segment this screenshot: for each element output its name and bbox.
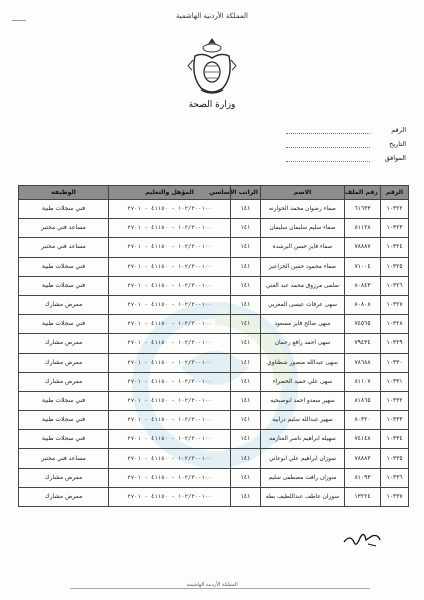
table-row: [19, 372, 409, 391]
corner-mark: [12, 20, 26, 29]
date-field: [286, 141, 370, 148]
cell-file-number: ٨٠٣٢٠: [345, 411, 381, 430]
cell-qualification: ١٠٢/٣٠٠١٠٠ - ٤١١٥٠ - ٢٧٠١: [109, 315, 231, 334]
col-header-file: رقم الملف: [345, 186, 381, 200]
cell-name: سهيله ابراهيم ناصر العتازمه: [261, 430, 345, 449]
col-header-job: الوظيفة: [19, 186, 109, 200]
col-header-number: الرقم: [381, 186, 409, 200]
cell-qualification: ١٠٢/٣٠٠١٠٠ - ٤١١٥٠ - ٢٧٠١: [109, 411, 231, 430]
cell-job: ممرض مشارك: [19, 372, 109, 391]
cell-qualification: ١٠٢/٣٠٠١٠٠ - ٤١١٥٠ - ٢٧٠١: [109, 276, 231, 295]
ref-field: [286, 127, 370, 134]
cell-salary: ١٤١: [231, 238, 261, 257]
cell-number: ١٠٣٢٣: [381, 219, 409, 238]
cell-name: صفاء فايز حسن البرشده: [261, 238, 345, 257]
cell-job: فني سجلات طبية: [19, 315, 109, 334]
cell-job: مساعد فني مختبر: [19, 449, 109, 468]
cell-number: ١٠٣٣٥: [381, 449, 409, 468]
hijri-label: الموافق: [384, 154, 406, 162]
cell-file-number: ٧٤٥٦٥: [345, 315, 381, 334]
cell-number: ١٠٣٢٦: [381, 276, 409, 295]
cell-number: ١٠٣٢٢: [381, 200, 409, 219]
hijri-row: [286, 152, 406, 164]
cell-salary: ١٤١: [231, 449, 261, 468]
cell-salary: ١٤١: [231, 295, 261, 314]
table-row: [19, 411, 409, 430]
cell-number: ١٠٣٣٠: [381, 353, 409, 372]
cell-file-number: ٨١١٢٨: [345, 219, 381, 238]
cell-number: ١٠٣٢٩: [381, 334, 409, 353]
cell-qualification: ١٠٢/٣٠٠١٠٠ - ٤١١٥٠ - ٢٧٠١: [109, 468, 231, 487]
date-label: التاريخ: [389, 140, 406, 148]
cell-salary: ١٤١: [231, 276, 261, 295]
cell-number: ١٠٣٣٣: [381, 411, 409, 430]
table-row: [19, 200, 409, 219]
cell-file-number: ٧٨٦٨٨: [345, 353, 381, 372]
cell-salary: ١٤١: [231, 353, 261, 372]
table-body: [19, 200, 409, 507]
cell-number: ١٠٣٢٨: [381, 315, 409, 334]
cell-name: صفاء سليم سليمان سليمان: [261, 219, 345, 238]
cell-job: ممرض مشارك: [19, 334, 109, 353]
cell-file-number: ٨٠٨٠٨: [345, 295, 381, 314]
cell-qualification: ١٠٢/٣٠٠١٠٠ - ٤١١٥٠ - ٢٧٠١: [109, 200, 231, 219]
cell-file-number: ٧٨٨٨٣: [345, 449, 381, 468]
cell-job: فني سجلات طبية: [19, 257, 109, 276]
kingdom-header: المملكة الأردنية الهاشمية: [175, 12, 249, 20]
cell-salary: ١٤١: [231, 257, 261, 276]
table-row: [19, 257, 409, 276]
cell-name: سهير سعدو احمد ابوصبحيه: [261, 391, 345, 410]
cell-file-number: ٨١٠٩٣: [345, 468, 381, 487]
cell-file-number: ٧٩٤٣٤: [345, 334, 381, 353]
table-row: [19, 430, 409, 449]
table-row: [19, 391, 409, 410]
cell-name: سوزان ابراهيم علي ابوعاني: [261, 449, 345, 468]
cell-name: سلمى مرزوق محمد عبد الغني: [261, 276, 345, 295]
table-row: [19, 276, 409, 295]
cell-file-number: ١٣٢٢٤: [345, 487, 381, 506]
cell-job: ممرض مشارك: [19, 353, 109, 372]
cell-file-number: ٨٠٨٤٣: [345, 276, 381, 295]
cell-name: سهى علي حميد الخضراء: [261, 372, 345, 391]
cell-qualification: ١٠٢/٣٠٠١٠٠ - ٤١١٥٠ - ٢٧٠١: [109, 487, 231, 506]
cell-name: سوزان رافت مصطفى سليم: [261, 468, 345, 487]
table-row: [19, 238, 409, 257]
cell-file-number: ٨١١٠٧: [345, 372, 381, 391]
cell-qualification: ١٠٢/٣٠٠١٠٠ - ٤١١٥٠ - ٢٧٠١: [109, 219, 231, 238]
cell-qualification: ١٠٢/٣٠٠١٠٠ - ٤١١٥٠ - ٢٧٠١: [109, 391, 231, 410]
cell-number: ١٠٣٢٤: [381, 238, 409, 257]
date-row: [286, 138, 406, 150]
cell-file-number: ٧١٠٠٤: [345, 257, 381, 276]
cell-qualification: ١٠٢/٣٠٠١٠٠ - ٤١١٥٠ - ٢٧٠١: [109, 257, 231, 276]
cell-name: سهى عرفات عيسى المغربي: [261, 295, 345, 314]
cell-job: فني سجلات طبية: [19, 200, 109, 219]
signature-mark: [342, 528, 382, 550]
cell-name: سوزان عاطف عبداللطيف بطه: [261, 487, 345, 506]
footer-divider: [70, 588, 370, 589]
ref-label: الرقم: [391, 126, 406, 134]
table-row: [19, 487, 409, 506]
cell-name: سهير عبدالله سليم درابيه: [261, 411, 345, 430]
cell-number: ١٠٣٣٦: [381, 468, 409, 487]
cell-qualification: ١٠٢/٣٠٠١٠٠ - ٤١١٥٠ - ٢٧٠١: [109, 430, 231, 449]
cell-job: مساعد فني مختبر: [19, 219, 109, 238]
cell-file-number: ٧٨٨٨٧: [345, 238, 381, 257]
employee-table: [18, 185, 409, 507]
cell-number: ١٠٣٣١: [381, 372, 409, 391]
cell-salary: ١٤١: [231, 487, 261, 506]
table-row: [19, 219, 409, 238]
cell-number: ١٠٣٢٥: [381, 257, 409, 276]
cell-salary: ١٤١: [231, 200, 261, 219]
cell-qualification: ١٠٢/٣٠٠١٠٠ - ٤١١٥٠ - ٢٧٠١: [109, 372, 231, 391]
cell-salary: ١٤١: [231, 391, 261, 410]
cell-qualification: ١٠٢/٣٠٠١٠٠ - ٤١١٥٠ - ٢٧٠١: [109, 353, 231, 372]
royal-emblem-icon: [187, 36, 237, 98]
cell-number: ١٠٣٣٧: [381, 487, 409, 506]
cell-name: صفاء محمود حسن الخزاعيز: [261, 257, 345, 276]
table-row: [19, 334, 409, 353]
cell-salary: ١٤١: [231, 334, 261, 353]
cell-file-number: ٨١٨٦٥: [345, 391, 381, 410]
cell-number: ١٠٣٣٢: [381, 391, 409, 410]
cell-salary: ١٤١: [231, 219, 261, 238]
cell-name: سهى احمد رافع رحمان: [261, 334, 345, 353]
cell-job: فني سجلات طبية: [19, 276, 109, 295]
cell-salary: ١٤١: [231, 411, 261, 430]
cell-job: فني سجلات طبية: [19, 391, 109, 410]
cell-name: سهى عبدالله منصور شطناوي: [261, 353, 345, 372]
hijri-field: [286, 155, 370, 162]
ref-row: [286, 124, 406, 136]
col-header-salary: الراتب الأساسي: [231, 186, 261, 200]
col-header-qualification: المؤهل والتعليم: [109, 186, 231, 200]
ministry-title: وزارة الصحة: [188, 100, 236, 110]
cell-file-number: ٧٤١٤٨: [345, 430, 381, 449]
cell-qualification: ١٠٢/٣٠٠١٠٠ - ٤١١٥٠ - ٢٧٠١: [109, 238, 231, 257]
cell-job: مساعد فني مختبر: [19, 238, 109, 257]
cell-job: فني سجلات طبية: [19, 430, 109, 449]
col-header-name: الاسم: [261, 186, 345, 200]
cell-qualification: ١٠٢/٣٠٠١٠٠ - ٤١١٥٠ - ٢٧٠١: [109, 334, 231, 353]
cell-salary: ١٤١: [231, 372, 261, 391]
table-row: [19, 295, 409, 314]
cell-name: صفاء رضوان محمد الحوارنه: [261, 200, 345, 219]
table-header-row: [19, 186, 409, 200]
cell-number: ١٠٣٢٧: [381, 295, 409, 314]
cell-salary: ١٤١: [231, 315, 261, 334]
table-row: [19, 315, 409, 334]
cell-qualification: ١٠٢/٣٠٠١٠٠ - ٤١١٥٠ - ٢٧٠١: [109, 295, 231, 314]
cell-qualification: ١٠٢/٣٠٠١٠٠ - ٤١١٥٠ - ٢٧٠١: [109, 449, 231, 468]
cell-job: ممرض مشارك: [19, 468, 109, 487]
cell-number: ١٠٣٣٤: [381, 430, 409, 449]
footer-text: المملكة الأردنية الهاشمية: [186, 582, 238, 588]
cell-job: ممرض مشارك: [19, 295, 109, 314]
cell-salary: ١٤١: [231, 468, 261, 487]
cell-name: سهى صالح فايز مسعود: [261, 315, 345, 334]
table-row: [19, 449, 409, 468]
cell-job: ممرض مشارك: [19, 487, 109, 506]
cell-file-number: ٦١٦٣٣: [345, 200, 381, 219]
table-row: [19, 353, 409, 372]
cell-salary: ١٤١: [231, 430, 261, 449]
table-row: [19, 468, 409, 487]
cell-job: فني سجلات طبية: [19, 411, 109, 430]
document-meta: [286, 124, 406, 166]
